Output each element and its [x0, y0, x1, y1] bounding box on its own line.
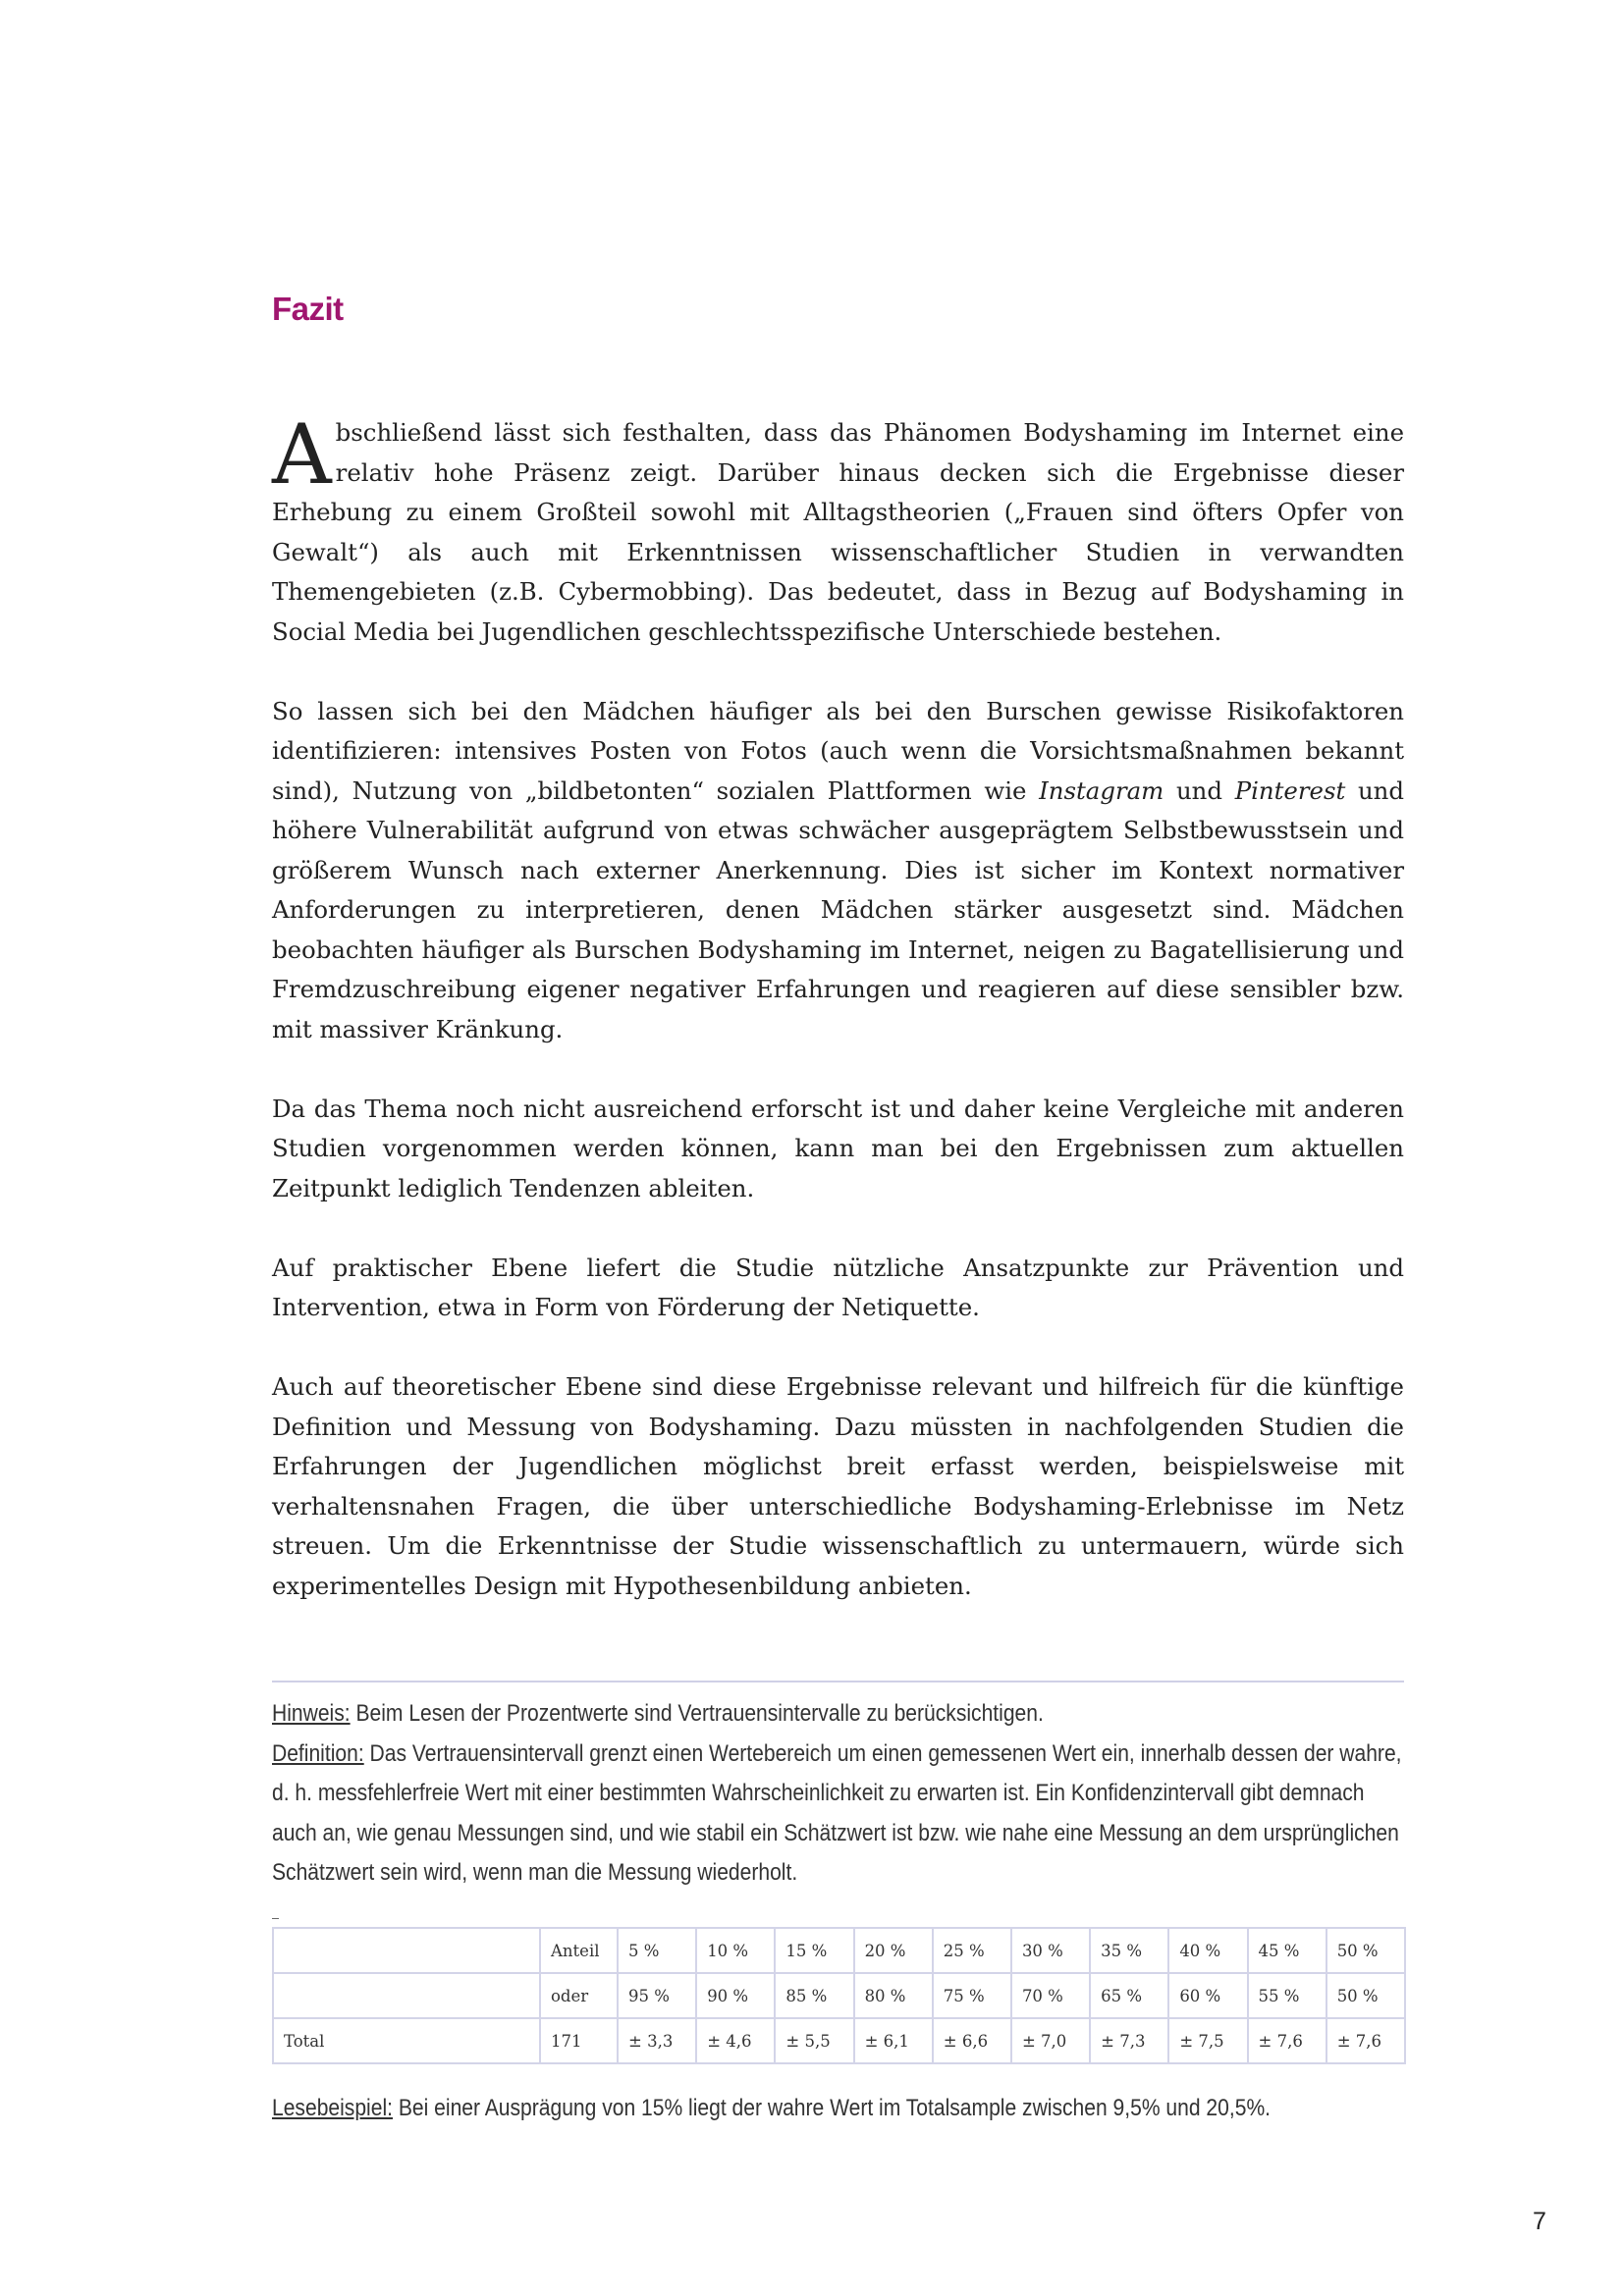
table-cell: 60 % [1168, 1973, 1247, 2018]
definition-text: Das Vertrauensintervall grenzt einen Wertebereich um einen gemessenen Wert ein, innerhalb dessen der wahre, d. h. messfehlerfreie Wert mit einer bestimmten Wahrscheinlichkeit zu erwarten ist. Ein Konfidenzintervall gibt demnach auch an, wie genau Messungen sind, und wie stabil ein Schätzwert ist bzw. wie nahe eine Messung an dem ursprünglichen Schätzwert sein wird, wenn man die Messung wiederholt. [272, 1739, 1402, 1886]
table-cell: 70 % [1011, 1973, 1090, 2018]
table-cell: 85 % [775, 1973, 853, 2018]
instagram-name: Instagram [1039, 775, 1164, 805]
table-cell: ± 3,3 [618, 2018, 696, 2063]
table-cell: ± 7,3 [1090, 2018, 1168, 2063]
paragraph-intro [272, 406, 1404, 652]
body-text [272, 406, 1404, 1646]
hinweis-text: Beim Lesen der Prozentwerte sind Vertrauensintervalle zu berücksichtigen. [350, 1700, 1044, 1727]
table-row [273, 1928, 1405, 1973]
table-row [273, 2018, 1405, 2063]
paragraph-intro-text: bschließend lässt sich festhalten, dass das Phänomen Bodyshaming im Internet eine relativ hohe Präsenz zeigt. Darüber hinaus decken sich die Ergebnisse dieser Erhebung zu einem Großteil sowohl mit Alltagstheorien („Frauen sind öfters Opfer von Gewalt“) als auch mit Erkenntnissen wissenschaftlicher Studien in verwandten Themengebieten (z.B. Cybermobbing). Das bedeutet, dass in Bezug auf Bodyshaming in Social Media bei Jugendlichen geschlechtsspezifische Unterschiede bestehen. [272, 418, 1404, 646]
table-cell: 75 % [933, 1973, 1011, 2018]
table-cell: ± 4,6 [696, 2018, 775, 2063]
definition-label: Definition: [272, 1739, 364, 1767]
table-cell: 90 % [696, 1973, 775, 2018]
table-cell: oder [540, 1973, 618, 2018]
drop-cap: A [272, 406, 332, 503]
table-cell: 65 % [1090, 1973, 1168, 2018]
table-cell: 45 % [1248, 1928, 1326, 1973]
page-number: 7 [1533, 2208, 1546, 2235]
table-cell: 50 % [1326, 1928, 1405, 1973]
table-cell: ± 7,6 [1248, 2018, 1326, 2063]
section-heading: Fazit [272, 291, 344, 327]
paragraph-research-state: Da das Thema noch nicht ausreichend erforscht ist und daher keine Vergleiche mit anderen Studien vorgenommen werden können, kann man bei den Ergebnissen zum aktuellen Zeitpunkt lediglich Tendenzen ableiten. [272, 1094, 1404, 1202]
table-cell: ± 5,5 [775, 2018, 853, 2063]
table-cell: ± 6,6 [933, 2018, 1011, 2063]
table-cell: 50 % [1326, 1973, 1405, 2018]
paragraph-text: und höhere Vulnerabilität aufgrund von etwas schwächer ausgeprägtem Selbstbewusstsein und größerem Wunsch nach externer Anerkennung. Dies ist sicher im Kontext normativer Anforderungen zu interpretieren, denen Mädchen stärker ausgesetzt sind. Mädchen beobachten häufiger als Burschen Bodyshaming im Internet, neigen zu Bagatellisierung und Fremdzuschreibung eigener negativer Erfahrungen und reagieren auf diese sensibler bzw. mit massiver Kränkung. [272, 775, 1404, 1043]
example-text: Bei einer Ausprägung von 15% liegt der wahre Wert im Totalsample zwischen 9,5% und 20,5%. [393, 2095, 1272, 2121]
paragraph-text: So lassen sich bei den Mädchen häufiger als bei den Burschen gewisse Risikofaktoren identifizieren: intensives Posten von Fotos (auch wenn die Vorsichtsmaßnahmen bekannt sind), Nutzung von „bildbetonten“ sozialen Plattformen wie [272, 696, 1404, 805]
confidence-interval-table [272, 1927, 1406, 2064]
paragraph-risk-factors [272, 692, 1404, 1050]
table-cell: 55 % [1248, 1973, 1326, 2018]
definition-paragraph [272, 1735, 1411, 1894]
paragraph-text: und [1164, 775, 1235, 805]
paragraph-theoretical: Auch auf theoretischer Ebene sind diese Ergebnisse relevant und hilfreich für die künftige Definition und Messung von Bodyshaming. Dazu müssten in nachfolgenden Studien die Erfahrungen der Jugendlichen möglichst breit erfasst werden, beispielsweise mit verhaltensnahen Fragen, die über unterschiedliche Bodyshaming-Erlebnisse im Netz streuen. Um die Erkenntnisse der Studie wissenschaftlich zu untermauern, würde sich experimentelles Design mit Hypothesenbildung anbieten. [272, 1372, 1404, 1600]
example-label: Lesebeispiel: [272, 2095, 394, 2121]
reading-example [272, 2089, 1271, 2128]
table-cell: 5 % [618, 1928, 696, 1973]
table-row [273, 1973, 1405, 2018]
hinweis-line [272, 1694, 1411, 1735]
table-cell: 25 % [933, 1928, 1011, 1973]
hinweis-label: Hinweis: [272, 1700, 351, 1727]
table-cell: 171 [540, 2018, 618, 2063]
table-cell: Anteil [540, 1928, 618, 1973]
table-cell: ± 7,0 [1011, 2018, 1090, 2063]
table-cell: 80 % [854, 1973, 933, 2018]
table-cell: 20 % [854, 1928, 933, 1973]
table-cell: ± 7,5 [1168, 2018, 1247, 2063]
table-cell: 10 % [696, 1928, 775, 1973]
table-cell: 30 % [1011, 1928, 1090, 1973]
table-cell [273, 1973, 540, 2018]
table-cell: 35 % [1090, 1928, 1168, 1973]
table-cell: Total [273, 2018, 540, 2063]
note-box [272, 1694, 1411, 1894]
table-cell: ± 7,6 [1326, 2018, 1405, 2063]
paragraph-practical: Auf praktischer Ebene liefert die Studie nützliche Ansatzpunkte zur Prävention und Intervention, etwa in Form von Förderung der Netiquette. [272, 1253, 1404, 1321]
table-cell: 40 % [1168, 1928, 1247, 1973]
table-cell: 15 % [775, 1928, 853, 1973]
pinterest-name: Pinterest [1234, 775, 1346, 805]
footnote-mark [272, 1918, 279, 1919]
table-cell: ± 6,1 [854, 2018, 933, 2063]
divider [272, 1681, 1404, 1682]
table-cell [273, 1928, 540, 1973]
table-cell: 95 % [618, 1973, 696, 2018]
